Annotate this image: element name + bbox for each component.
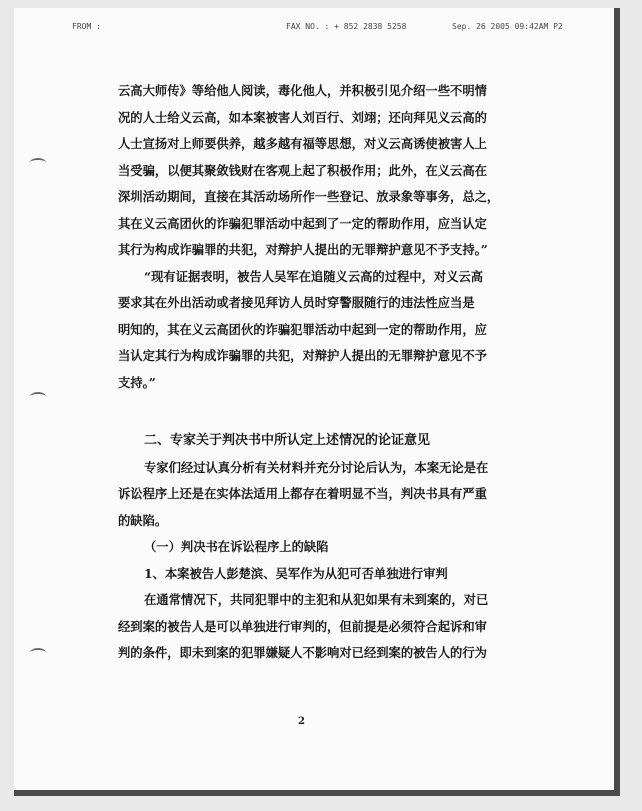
punch-hole-mark	[30, 158, 46, 167]
text-line: 专家们经过认真分析有关材料并充分讨论后认为，本案无论是在	[144, 459, 489, 475]
text-line: 经到案的被告人是可以单独进行审判的，但前提是必须符合起诉和审	[118, 618, 487, 634]
subsection-title: 1、本案被告人彭楚滨、吴军作为从犯可否单独进行审判	[144, 565, 448, 581]
text-line: 况的人士给义云高，如本案被害人刘百行、刘翊；还向拜见义云高的	[118, 109, 487, 125]
text-line: 其行为构成诈骗罪的共犯，对辩护人提出的无罪辩护意见不予支持。”	[118, 242, 488, 257]
text-line: “现有证据表明，被告人吴军在追随义云高的过程中，对义云高	[144, 268, 484, 284]
punch-hole-mark	[30, 648, 46, 657]
punch-hole-mark	[30, 392, 46, 401]
text-line: 判的条件，即未到案的犯罪嫌疑人不影响对已经到案的被告人的行为	[118, 645, 487, 660]
text-line: 其在义云高团伙的诈骗犯罪活动中起到了一定的帮助作用，应当认定	[118, 215, 487, 231]
text-line: 的缺陷。	[118, 512, 168, 528]
fax-document-page	[14, 8, 620, 796]
text-line: 明知的，其在义云高团伙的诈骗犯罪活动中起到一定的帮助作用，应	[118, 321, 487, 337]
text-line: 在通常情况下，共同犯罪中的主犯和从犯如果有未到案的，对已	[144, 592, 489, 607]
text-line: 云高大师传》等给他人阅读，毒化他人，并积极引见介绍一些不明情	[118, 83, 487, 98]
section-heading: 二、专家关于判决书中所认定上述情况的论证意见	[144, 433, 431, 448]
text-line: 要求其在外出活动或者接见拜访人员时穿警服随行的违法性应当是	[118, 295, 475, 310]
page-number: 2	[298, 716, 305, 727]
fax-from: FROM :	[72, 22, 101, 31]
text-line: 支持。”	[118, 374, 156, 390]
text-line: 深圳活动期间，直接在其活动场所作一些登记、放录象等事务，总之，	[118, 189, 500, 204]
text-line: 诉讼程序上还是在实体法适用上都存在着明显不当，判决书具有严重	[118, 486, 487, 501]
subsection-heading: （一）判决书在诉讼程序上的缺陷	[144, 539, 329, 554]
document-body	[118, 78, 506, 667]
text-line: 人士宣扬对上师要供养，越多越有福等思想，对义云高诱使被害人上	[118, 136, 487, 151]
fax-number: FAX NO. : + 852 2838 5258	[286, 22, 407, 31]
fax-date: Sep. 26 2005 09:42AM P2	[452, 22, 563, 31]
fax-header	[14, 22, 614, 36]
text-line: 当受骗，以便其聚敛钱财在客观上起了积极作用；此外，在义云高在	[118, 162, 487, 178]
text-line: 当认定其行为构成诈骗罪的共犯，对辩护人提出的无罪辩护意见不予	[118, 348, 487, 363]
